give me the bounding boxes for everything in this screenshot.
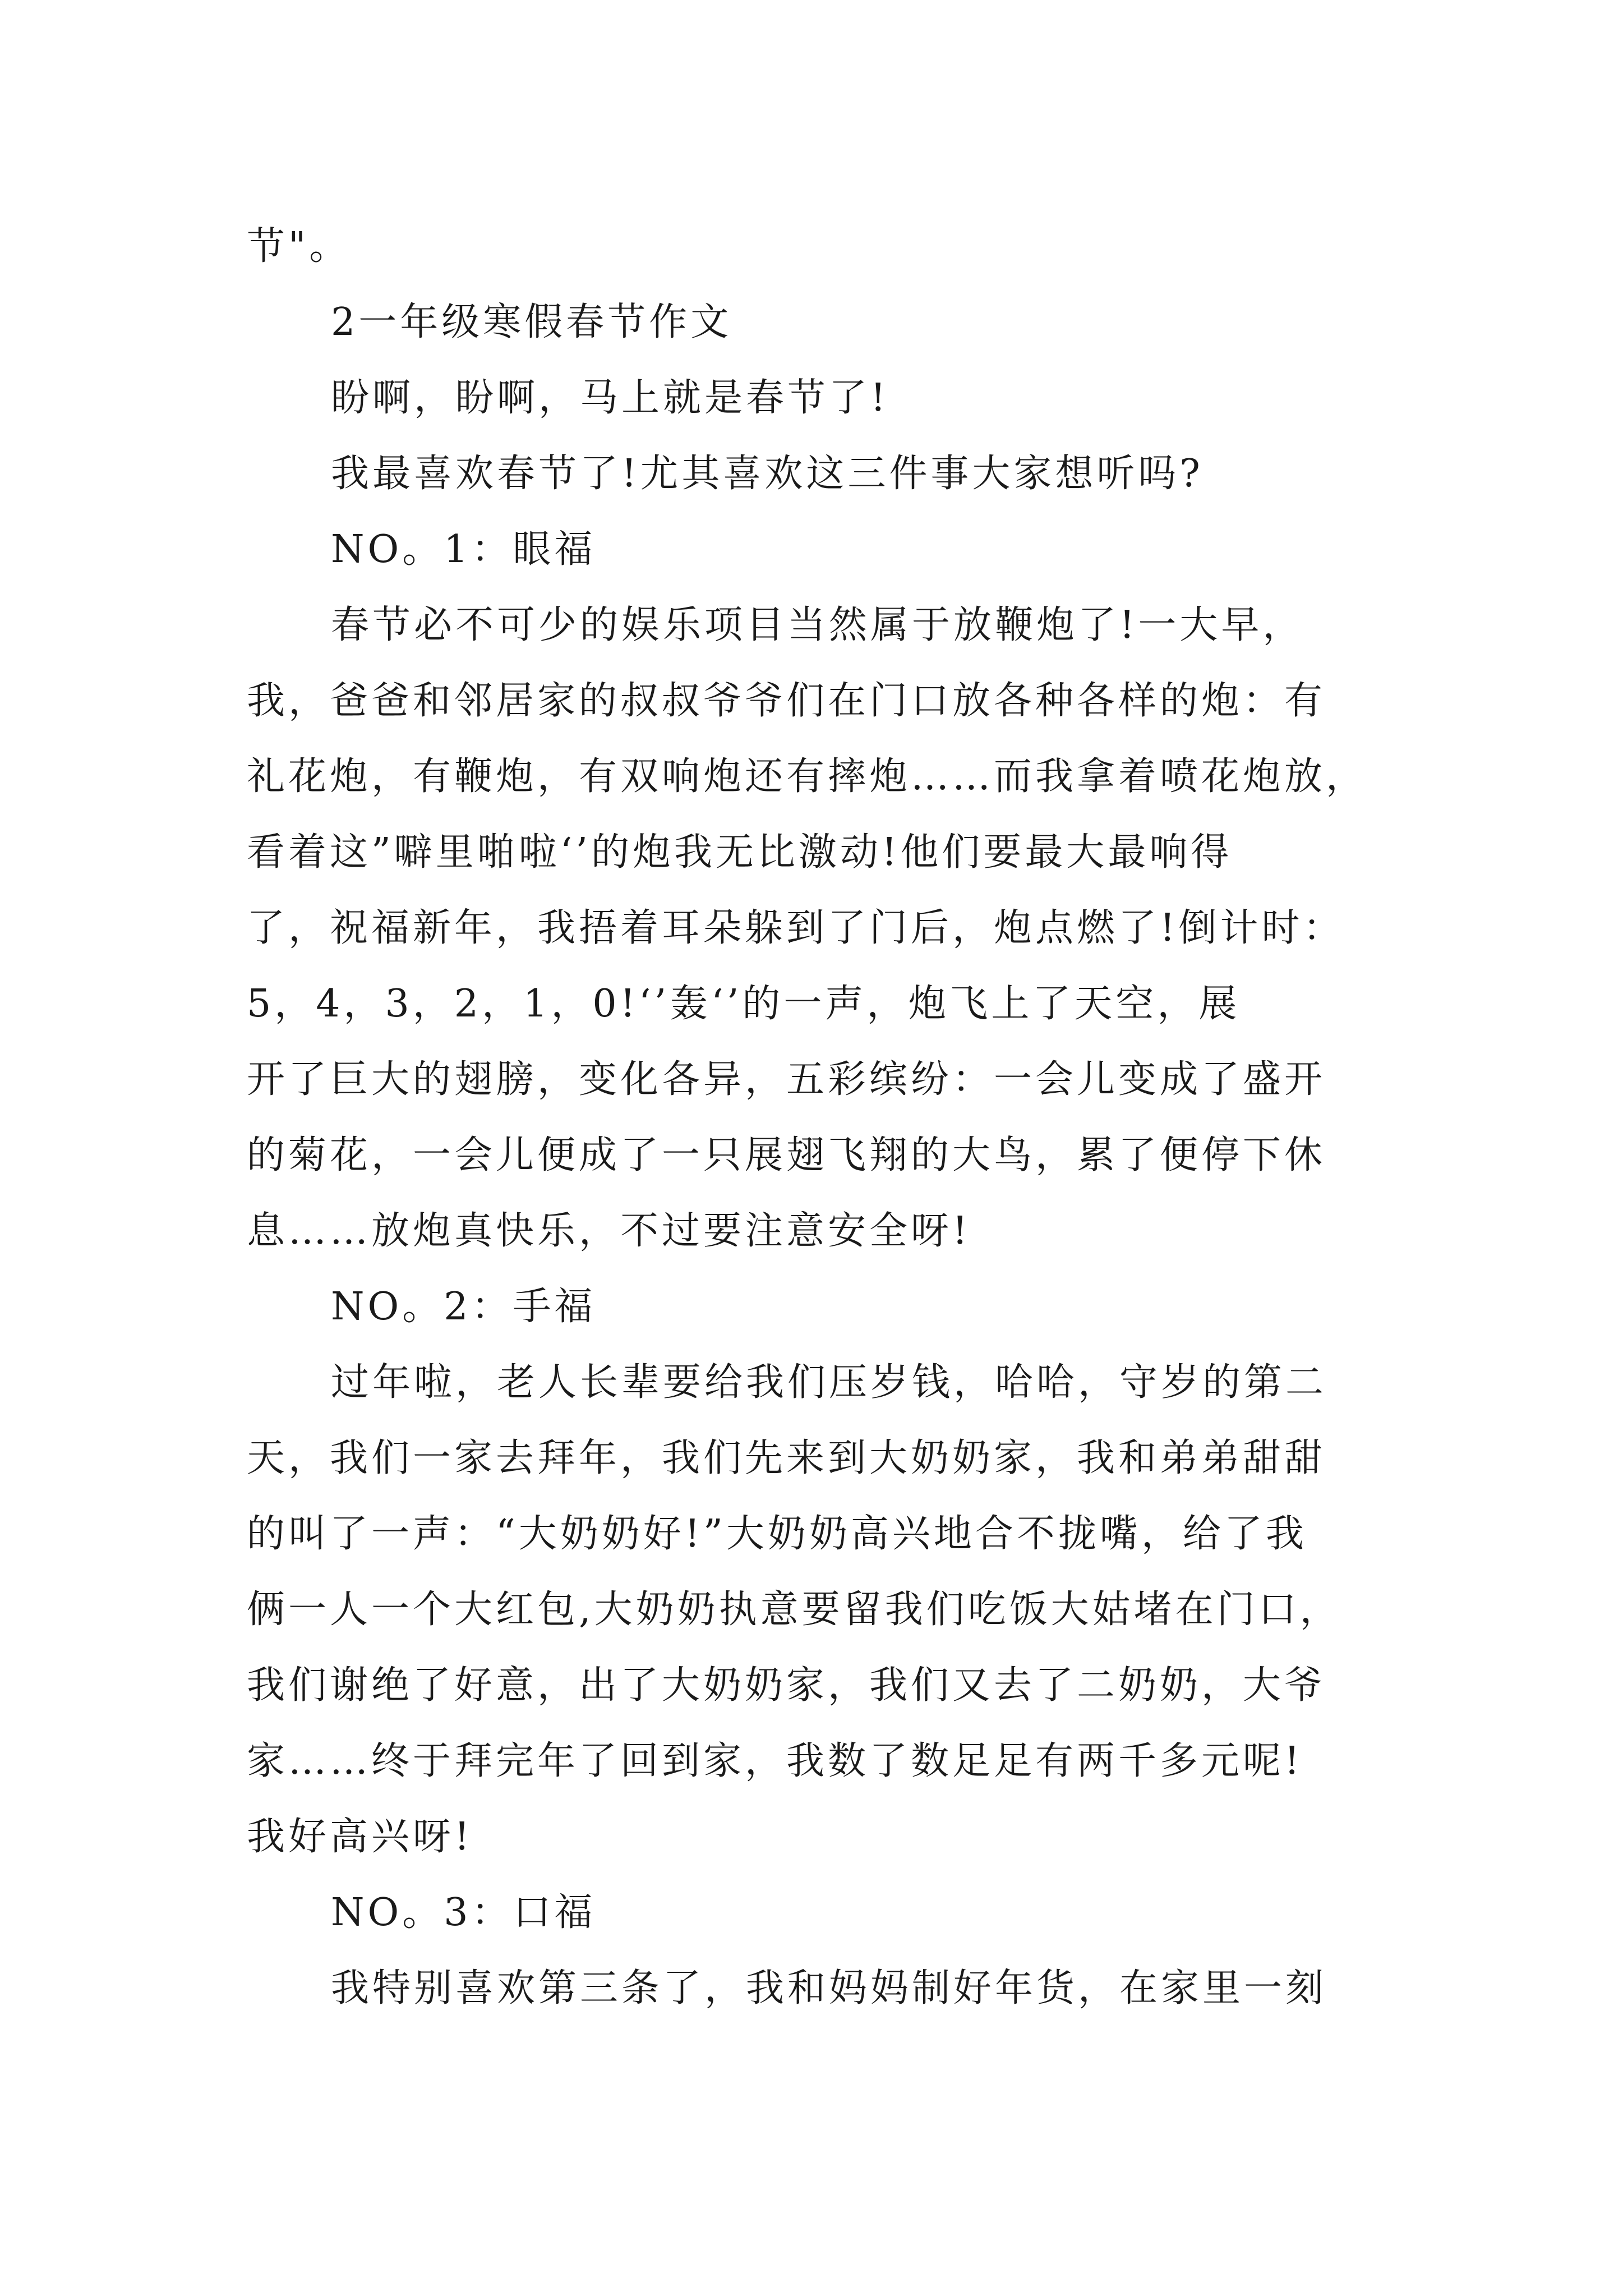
text-line: 看着这”噼里啪啦‘’的炮我无比激动!他们要最大最响得 <box>247 830 1233 875</box>
text-line: 节"。 <box>247 224 351 269</box>
subsection-heading: NO。3：口福 <box>331 1890 596 1935</box>
text-line: 盼啊，盼啊，马上就是春节了! <box>331 376 889 420</box>
text-line: 我好高兴呀! <box>247 1815 473 1859</box>
text-line: 了，祝福新年，我捂着耳朵躲到了门后，炮点燃了!倒计时： <box>247 906 1345 950</box>
text-line: 我，爸爸和邻居家的叔叔爷爷们在门口放各种各样的炮：有 <box>247 679 1326 723</box>
text-line: 家……终于拜完年了回到家，我数了数足足有两千多元呢! <box>247 1739 1303 1783</box>
text-line: 俩一人一个大红包,大奶奶执意要留我们吃饭大姑堵在门口， <box>247 1588 1341 1632</box>
text-line: 我们谢绝了好意，出了大奶奶家，我们又去了二奶奶，大爷 <box>247 1663 1326 1708</box>
text-line: 5，4，3，2，1，0!‘’轰‘’的一声，炮飞上了天空，展 <box>247 982 1241 1026</box>
text-line: 我最喜欢春节了!尤其喜欢这三件事大家想听吗? <box>331 452 1204 496</box>
text-line: 礼花炮，有鞭炮，有双响炮还有摔炮……而我拿着喷花炮放， <box>247 754 1368 799</box>
text-line: 开了巨大的翅膀，变化各异，五彩缤纷：一会儿变成了盛开 <box>247 1057 1326 1102</box>
text-line: 天，我们一家去拜年，我们先来到大奶奶家，我和弟弟甜甜 <box>247 1436 1326 1480</box>
text-line: 息……放炮真快乐，不过要注意安全呀! <box>247 1209 971 1253</box>
section-heading: 2一年级寒假春节作文 <box>331 300 732 344</box>
text-line: 我特别喜欢第三条了，我和妈妈制好年货，在家里一刻 <box>331 1966 1327 2010</box>
text-line: 的菊花，一会儿便成了一只展翅飞翔的大鸟，累了便停下休 <box>247 1133 1326 1177</box>
text-line: 的叫了一声：“大奶奶好!”大奶奶高兴地合不拢嘴，给了我 <box>247 1512 1307 1556</box>
subsection-heading: NO。2：手福 <box>331 1285 596 1329</box>
text-line: 过年啦，老人长辈要给我们压岁钱，哈哈，守岁的第二 <box>331 1360 1327 1405</box>
subsection-heading: NO。1：眼福 <box>331 527 596 572</box>
text-line: 春节必不可少的娱乐项目当然属于放鞭炮了!一大早， <box>331 603 1304 647</box>
